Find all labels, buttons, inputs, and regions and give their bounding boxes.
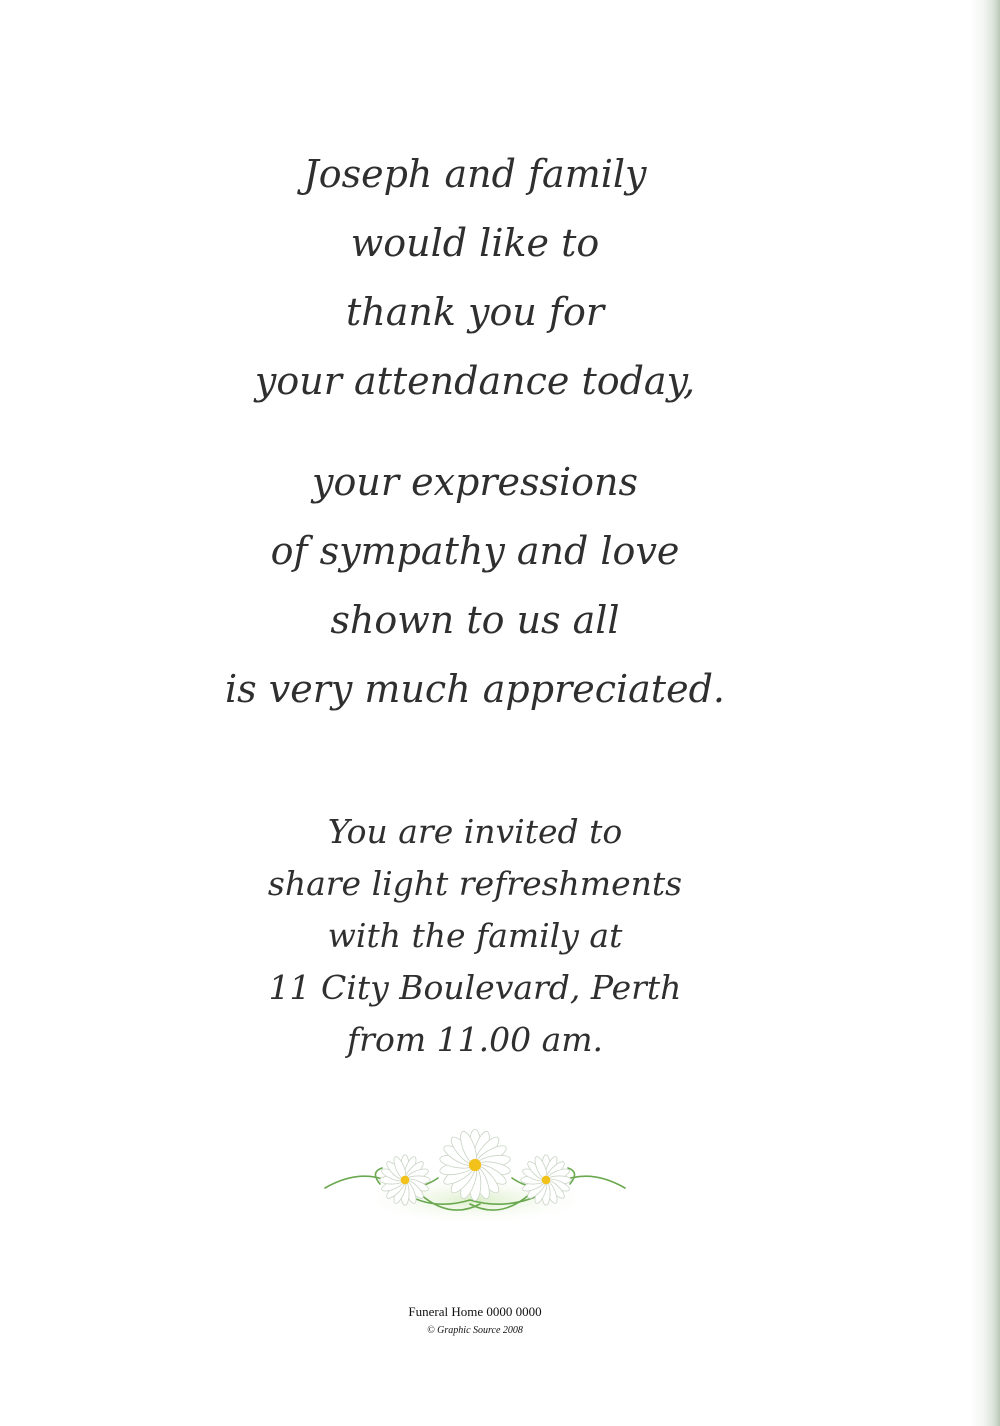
verse-line: shown to us all — [330, 598, 620, 642]
thank-you-verse — [0, 140, 950, 416]
invitation-line: share light refreshments — [267, 864, 683, 903]
invitation-line: You are invited to — [327, 812, 623, 851]
verse-line: would like to — [350, 221, 600, 265]
verse-line: your expressions — [312, 460, 638, 504]
invitation-line: with the family at — [327, 916, 623, 955]
copyright-notice: © Graphic Source 2008 — [427, 1325, 523, 1336]
verse-line: is very much appreciated. — [225, 667, 725, 711]
page-edge-shadow — [970, 0, 1000, 1426]
daisy-flowers-icon — [320, 1120, 630, 1230]
verse-line: your attendance today, — [254, 359, 696, 403]
daisy-flower — [380, 1155, 430, 1205]
verse-line: of sympathy and love — [270, 529, 680, 573]
verse-line: thank you for — [346, 290, 604, 334]
appreciation-verse — [0, 448, 950, 724]
invitation-line: from 11.00 am. — [346, 1020, 604, 1059]
invitation-line: 11 City Boulevard, Perth — [268, 968, 682, 1007]
daisy-flower — [521, 1155, 571, 1205]
funeral-home-contact: Funeral Home 0000 0000 — [408, 1304, 542, 1319]
invitation-text — [0, 806, 950, 1066]
verse-line: Joseph and family — [303, 152, 647, 196]
